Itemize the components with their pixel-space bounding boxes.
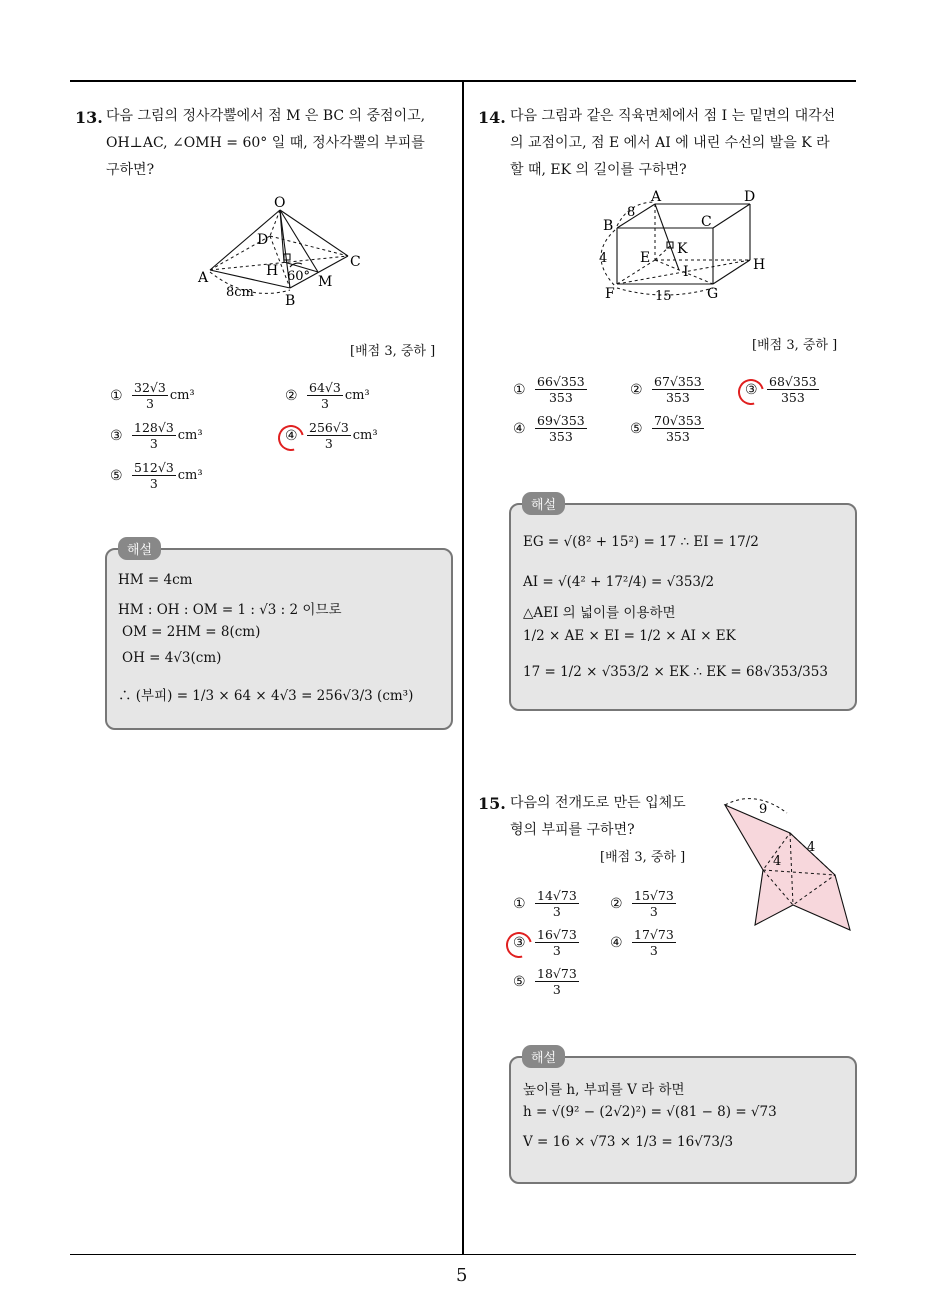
q13-label-h: H [266, 263, 279, 279]
q13-choice-5[interactable]: ⑤ $\frac{512√3}{3}$ cm³ [110, 460, 203, 491]
q15-text [510, 790, 720, 844]
q14-sol-1: EG = √(8² + 15²) = 17 ∴ EI = 17/2 [523, 534, 759, 550]
column-divider [462, 81, 464, 1255]
q13-label-o: O [274, 195, 286, 211]
q15-sol-1: 높이를 h, 부피를 V 라 하면 [523, 1082, 685, 1098]
q13-choice-3[interactable]: ③ $\frac{128√3}{3}$ cm³ [110, 420, 203, 451]
q13-choice-4[interactable]: ④ $\frac{256√3}{3}$ cm³ [285, 420, 378, 451]
q13-sol-4: OH = 4√3(cm) [122, 650, 222, 666]
choice-number: ③ [513, 934, 526, 951]
q13-label-angle: 60° [287, 269, 311, 284]
q15-line1: 다음의 전개도로 만든 입체도 [510, 795, 686, 811]
choice-number: ⑤ [630, 420, 643, 437]
q14-choice-4[interactable] [513, 413, 587, 444]
fraction: $\frac{69√353}{353}$ [537, 413, 585, 444]
q13-label-b: B [285, 293, 296, 309]
q13-label-c: C [350, 254, 361, 270]
q13-sol-2: HM : OH : OM = 1 : √3 : 2 이므로 [118, 602, 342, 618]
q14-sol-5: 17 = 1/2 × √353/2 × EK ∴ EK = 68√353/353 [523, 664, 828, 680]
choice-number: ① [513, 895, 526, 912]
q14-text [510, 103, 860, 184]
q14-label-h: H [753, 257, 766, 273]
q14-label-d: D [744, 190, 756, 205]
choice-number: ④ [610, 934, 623, 951]
q15-solution-box [509, 1056, 857, 1184]
q14-label-b: B [603, 218, 614, 234]
fraction: $\frac{15√73}{3}$ [634, 888, 674, 919]
q14-label-fifteen: 15 [655, 289, 672, 304]
choice-number: ① [110, 387, 123, 404]
q14-label-four: 4 [599, 251, 608, 266]
q14-score: [배점 3, 중하 ] [752, 338, 838, 353]
q13-choice-2[interactable]: ② $\frac{64√3}{3}$ cm³ [285, 380, 370, 411]
q15-choice-4[interactable] [610, 927, 676, 958]
q14-label-eight: 8 [627, 205, 636, 220]
q13-choice-1[interactable]: ① $\frac{32√3}{3}$ cm³ [110, 380, 195, 411]
q15-number: 15. [478, 794, 506, 813]
choice-number: ② [610, 895, 623, 912]
q14-solution-tab: 해설 [522, 492, 565, 515]
fraction: $\frac{16√73}{3}$ [537, 927, 577, 958]
q14-choice-5[interactable] [630, 413, 704, 444]
q14-label-c: C [701, 214, 712, 230]
choice-number: ③ [745, 381, 758, 398]
q13-label-d: D [257, 232, 269, 248]
q14-sol-3: △AEI 의 넓이를 이용하면 [523, 605, 676, 621]
q15-choice-2[interactable] [610, 888, 676, 919]
bottom-rule [70, 1254, 856, 1255]
q14-choice-2[interactable] [630, 374, 704, 405]
page-number: 5 [456, 1265, 468, 1286]
fraction: $\frac{70√353}{353}$ [654, 413, 702, 444]
fraction: $\frac{67√353}{353}$ [654, 374, 702, 405]
q14-label-f: F [605, 286, 615, 302]
choice-number: ② [630, 381, 643, 398]
q15-net-figure [715, 795, 860, 940]
q14-line3: 할 때, EK 의 길이를 구하면? [510, 162, 687, 178]
q15-solution-tab: 해설 [522, 1045, 565, 1068]
q13-text [106, 103, 456, 184]
choice-number: ② [285, 387, 298, 404]
q14-line2: 의 교점이고, 점 E 에서 AI 에 내린 수선의 발을 K 라 [510, 135, 830, 151]
q15-label-four-a: 4 [807, 840, 816, 855]
fraction: $\frac{512√3}{3}$ [134, 460, 174, 491]
fraction: $\frac{68√353}{353}$ [769, 374, 817, 405]
q15-sol-3: V = 16 × √73 × 1/3 = 16√73/3 [523, 1134, 734, 1150]
q15-sol-2: h = √(9² − (2√2)²) = √(81 − 8) = √73 [523, 1104, 777, 1120]
fraction: $\frac{32√3}{3}$ [134, 380, 166, 411]
q13-sol-3: OM = 2HM = 8(cm) [122, 624, 261, 640]
q13-line1: 다음 그림의 정사각뿔에서 점 M 은 BC 의 중점이고, [106, 108, 426, 124]
q14-label-g: G [707, 286, 719, 302]
q15-choice-5[interactable] [513, 966, 579, 997]
fraction: $\frac{256√3}{3}$ [309, 420, 349, 451]
fraction: $\frac{14√73}{3}$ [537, 888, 577, 919]
q14-sol-2: AI = √(4² + 17²/4) = √353/2 [523, 574, 715, 590]
choice-number: ⑤ [110, 467, 123, 484]
q14-label-a: A [651, 190, 662, 205]
fraction: $\frac{17√73}{3}$ [634, 927, 674, 958]
q13-line2: OH⊥AC, ∠OMH = 60° 일 때, 정사각뿔의 부피를 [106, 135, 425, 151]
q14-label-i: I [683, 264, 689, 280]
q15-score: [배점 3, 중하 ] [600, 850, 686, 865]
choice-number: ④ [513, 420, 526, 437]
q15-choice-1[interactable] [513, 888, 579, 919]
q13-score: [배점 3, 중하 ] [350, 344, 436, 359]
q14-label-k: K [677, 241, 688, 257]
q15-label-nine: 9 [759, 802, 768, 817]
choice-number: ④ [285, 427, 298, 444]
q14-label-e: E [640, 250, 651, 266]
q13-sol-5: ∴ (부피) = 1/3 × 64 × 4√3 = 256√3/3 (cm³) [118, 688, 414, 704]
q13-sol-1: HM = 4cm [118, 572, 193, 588]
q13-number: 13. [75, 108, 103, 127]
fraction: $\frac{64√3}{3}$ [309, 380, 341, 411]
q15-line2: 형의 부피를 구하면? [510, 822, 635, 838]
q13-solution-tab: 해설 [118, 537, 161, 560]
q14-cuboid-figure [595, 190, 775, 305]
q14-number: 14. [478, 108, 506, 127]
q14-sol-4: 1/2 × AE × EI = 1/2 × AI × EK [523, 628, 736, 644]
q15-label-four-b: 4 [773, 854, 782, 869]
choice-number: ③ [110, 427, 123, 444]
q13-label-a: A [198, 270, 209, 286]
choice-number: ⑤ [513, 973, 526, 990]
q13-label-len: 8cm [226, 285, 254, 300]
q14-choice-1[interactable] [513, 374, 587, 405]
q13-label-m: M [318, 274, 333, 290]
choice-number: ① [513, 381, 526, 398]
fraction: $\frac{128√3}{3}$ [134, 420, 174, 451]
fraction: $\frac{18√73}{3}$ [537, 966, 577, 997]
q13-line3: 구하면? [106, 162, 155, 178]
fraction: $\frac{66√353}{353}$ [537, 374, 585, 405]
q13-pyramid-figure [190, 190, 380, 310]
q14-line1: 다음 그림과 같은 직육면체에서 점 I 는 밑면의 대각선 [510, 108, 836, 124]
